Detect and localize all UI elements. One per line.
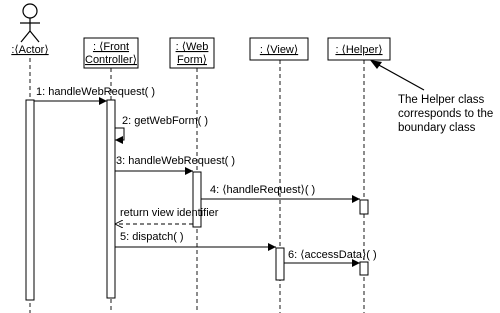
note-line-2: corresponds to the [398,108,494,120]
actor-figure-icon [20,4,40,42]
message-3-label: 3: handleWebRequest( ) [116,155,236,167]
participant-actor-label: :⟨Actor⟩ [11,44,49,56]
participant-front-label-2: Controller⟩ [85,54,137,66]
message-4-label: 4: ⟨handleRequest⟩( ) [210,184,316,196]
note-line-3: boundary class [398,122,476,134]
participant-view-label: : ⟨View⟩ [259,44,299,56]
participant-web-label-2: Form⟩ [177,54,207,66]
participant-front-label-1: : ⟨Front [92,41,130,53]
participant-web-label-1: : ⟨Web [175,41,209,53]
activation-front [107,100,115,298]
message-6-label: 6: ⟨accessData⟩( ) [288,249,377,261]
note-pointer-arrow [370,60,424,90]
participant-helper-label: : ⟨Helper⟩ [335,44,383,56]
message-2-label: 2: getWebForm( ) [122,115,208,127]
activation-actor [26,100,34,300]
activations [26,100,368,300]
return-label: return view identifier [120,207,219,219]
activation-view [276,248,284,280]
activation-helper-2 [360,262,368,275]
participant-helper [328,38,390,60]
participant-front-controller [84,38,138,68]
activation-helper-1 [360,200,368,214]
participant-web-form [170,38,214,68]
note-line-1: The Helper class [398,94,485,106]
message-1-label: 1: handleWebRequest( ) [36,86,156,98]
message-2-arrow [115,128,124,140]
participant-view [250,38,308,60]
message-5-label: 5: dispatch( ) [120,231,184,243]
